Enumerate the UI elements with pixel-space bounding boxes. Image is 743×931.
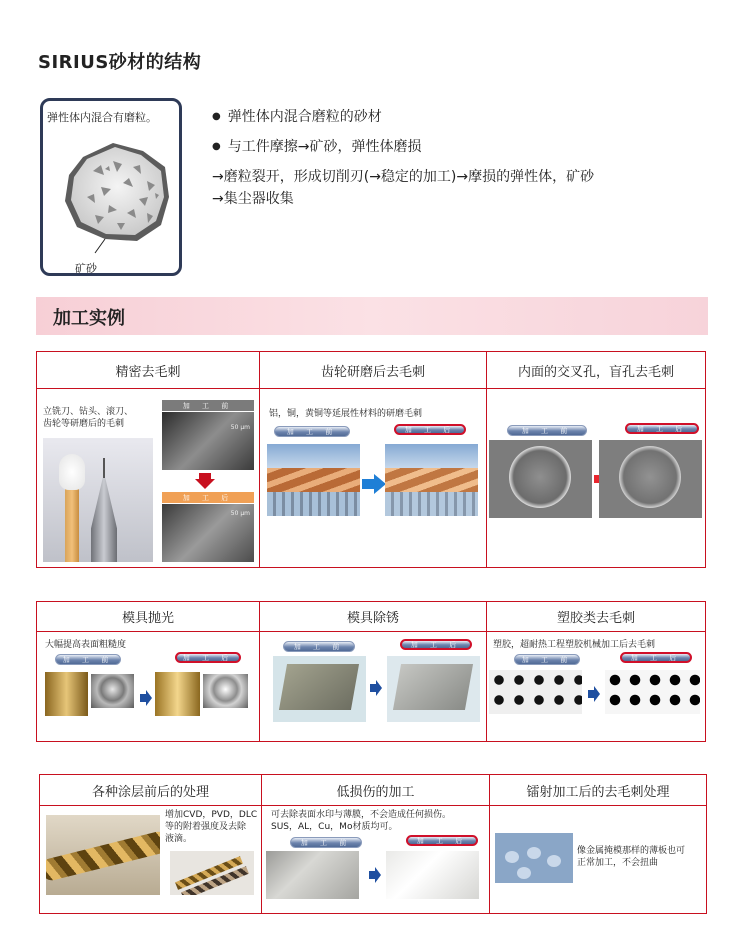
- header-cross-hole: 内面的交叉孔，盲孔去毛刺: [487, 352, 705, 389]
- photo-bowl-after: [203, 674, 248, 708]
- header-laser-deburr: 镭射加工后的去毛刺处理: [490, 775, 706, 806]
- after-pill-2: 加 工 后: [394, 424, 466, 435]
- header-plastic-deburr: 塑胶类去毛刺: [487, 602, 705, 632]
- note-plastic: 塑胶，超耐热工程塑胶机械加工后去毛刺: [493, 640, 656, 650]
- photo-gear-after: [385, 444, 478, 516]
- after-pill-5: 加 工 后: [400, 639, 472, 650]
- after-pill-4: 加 工 后: [175, 652, 241, 663]
- before-pill-5: 加 工 前: [283, 641, 355, 652]
- figure-label: 矿砂: [75, 262, 97, 275]
- right-arrow-small-icon-3: [588, 686, 600, 702]
- photo-hole-after: [599, 440, 702, 518]
- grain-illustration: [43, 101, 182, 276]
- photo-drill-bit: [46, 815, 160, 895]
- figure-caption: 弹性体内混合有磨粒。: [47, 111, 157, 124]
- photo-before-1: [162, 412, 254, 470]
- photo-gear-before: [267, 444, 360, 516]
- note-precision: 立铣刀、钻头、滚刀、 齿轮等研磨后的毛刺: [43, 407, 134, 429]
- before-tag-1: 加 工 前: [162, 400, 254, 411]
- note-low-damage: 可去除表面水印与薄膜，不会造成任何损伤。 SUS，AL，Cu，Mo材质均可。: [271, 810, 452, 832]
- photo-surface-before: [266, 851, 359, 899]
- after-pill-7: 加 工 后: [406, 835, 478, 846]
- photo-hole-before: [489, 440, 592, 518]
- desc-line-1: →磨粒裂开，形成切削刃(→稳定的加工)→摩损的弹性体，矿砂: [212, 169, 595, 185]
- header-mold-polish: 模具抛光: [37, 602, 259, 632]
- desc-line-2: →集尘器收集: [212, 191, 294, 207]
- scale-1: 50 μm: [230, 424, 250, 431]
- photo-mold-after: [155, 672, 200, 716]
- header-precision-deburr: 精密去毛刺: [37, 352, 259, 389]
- before-pill-2: 加 工 前: [274, 426, 350, 437]
- photo-rust-before: [273, 656, 366, 722]
- photo-metal-mask: [495, 833, 573, 883]
- photo-mold-before: [45, 672, 88, 716]
- photo-cotton-swab: [43, 438, 153, 562]
- section-header: [36, 297, 708, 335]
- examples-grid-3: [39, 774, 707, 914]
- structure-description: [212, 106, 594, 210]
- after-tag-1: 加 工 后: [162, 492, 254, 503]
- header-mold-rust: 模具除锈: [260, 602, 486, 632]
- page-title: SIRIUS砂材的结构: [38, 52, 202, 73]
- right-arrow-small-icon: [140, 690, 152, 706]
- photo-after-1: [162, 504, 254, 562]
- examples-grid-2: [36, 601, 706, 742]
- right-arrow-small-icon-2: [370, 680, 382, 696]
- right-arrow-small-icon-4: [369, 867, 381, 883]
- header-coating: 各种涂层前后的处理: [40, 775, 261, 806]
- header-gear-deburr: 齿轮研磨后去毛刺: [260, 352, 486, 389]
- before-pill-4: 加 工 前: [55, 654, 121, 665]
- photo-drill-pair: [170, 851, 254, 895]
- header-low-damage: 低损伤的加工: [262, 775, 489, 806]
- before-pill-7: 加 工 前: [290, 837, 362, 848]
- after-pill-6: 加 工 后: [620, 652, 692, 663]
- down-arrow-icon: [195, 473, 215, 489]
- section-title: 加工实例: [53, 308, 125, 329]
- photo-surface-after: [386, 851, 479, 899]
- note-mold-polish: 大幅提高表面粗糙度: [45, 640, 127, 650]
- before-pill-6: 加 工 前: [514, 654, 580, 665]
- note-gear: 铝，铜，黄铜等延展性材料的研磨毛刺: [269, 409, 423, 419]
- photo-rust-after: [387, 656, 480, 722]
- bullet-2: ● 与工件摩擦→矿砂，弹性体磨损: [212, 136, 594, 160]
- examples-grid-1: [36, 351, 706, 568]
- scale-2: 50 μm: [230, 510, 250, 517]
- photo-bowl-before: [91, 674, 134, 708]
- note-laser: 像金属掩模那样的薄板也可 正常加工，不会扭曲: [577, 846, 686, 868]
- right-arrow-icon: [362, 474, 386, 494]
- after-pill-3: 加 工 后: [625, 423, 699, 434]
- structure-figure: [40, 98, 182, 276]
- before-pill-3: 加 工 前: [507, 425, 587, 436]
- note-coating: 增加CVD，PVD，DLC 等的附着强度及去除 液滴。: [165, 810, 258, 844]
- bullet-1: ● 弹性体内混合磨粒的砂材: [212, 106, 594, 130]
- photo-plastic-before: [489, 670, 582, 714]
- photo-plastic-after: [605, 670, 700, 714]
